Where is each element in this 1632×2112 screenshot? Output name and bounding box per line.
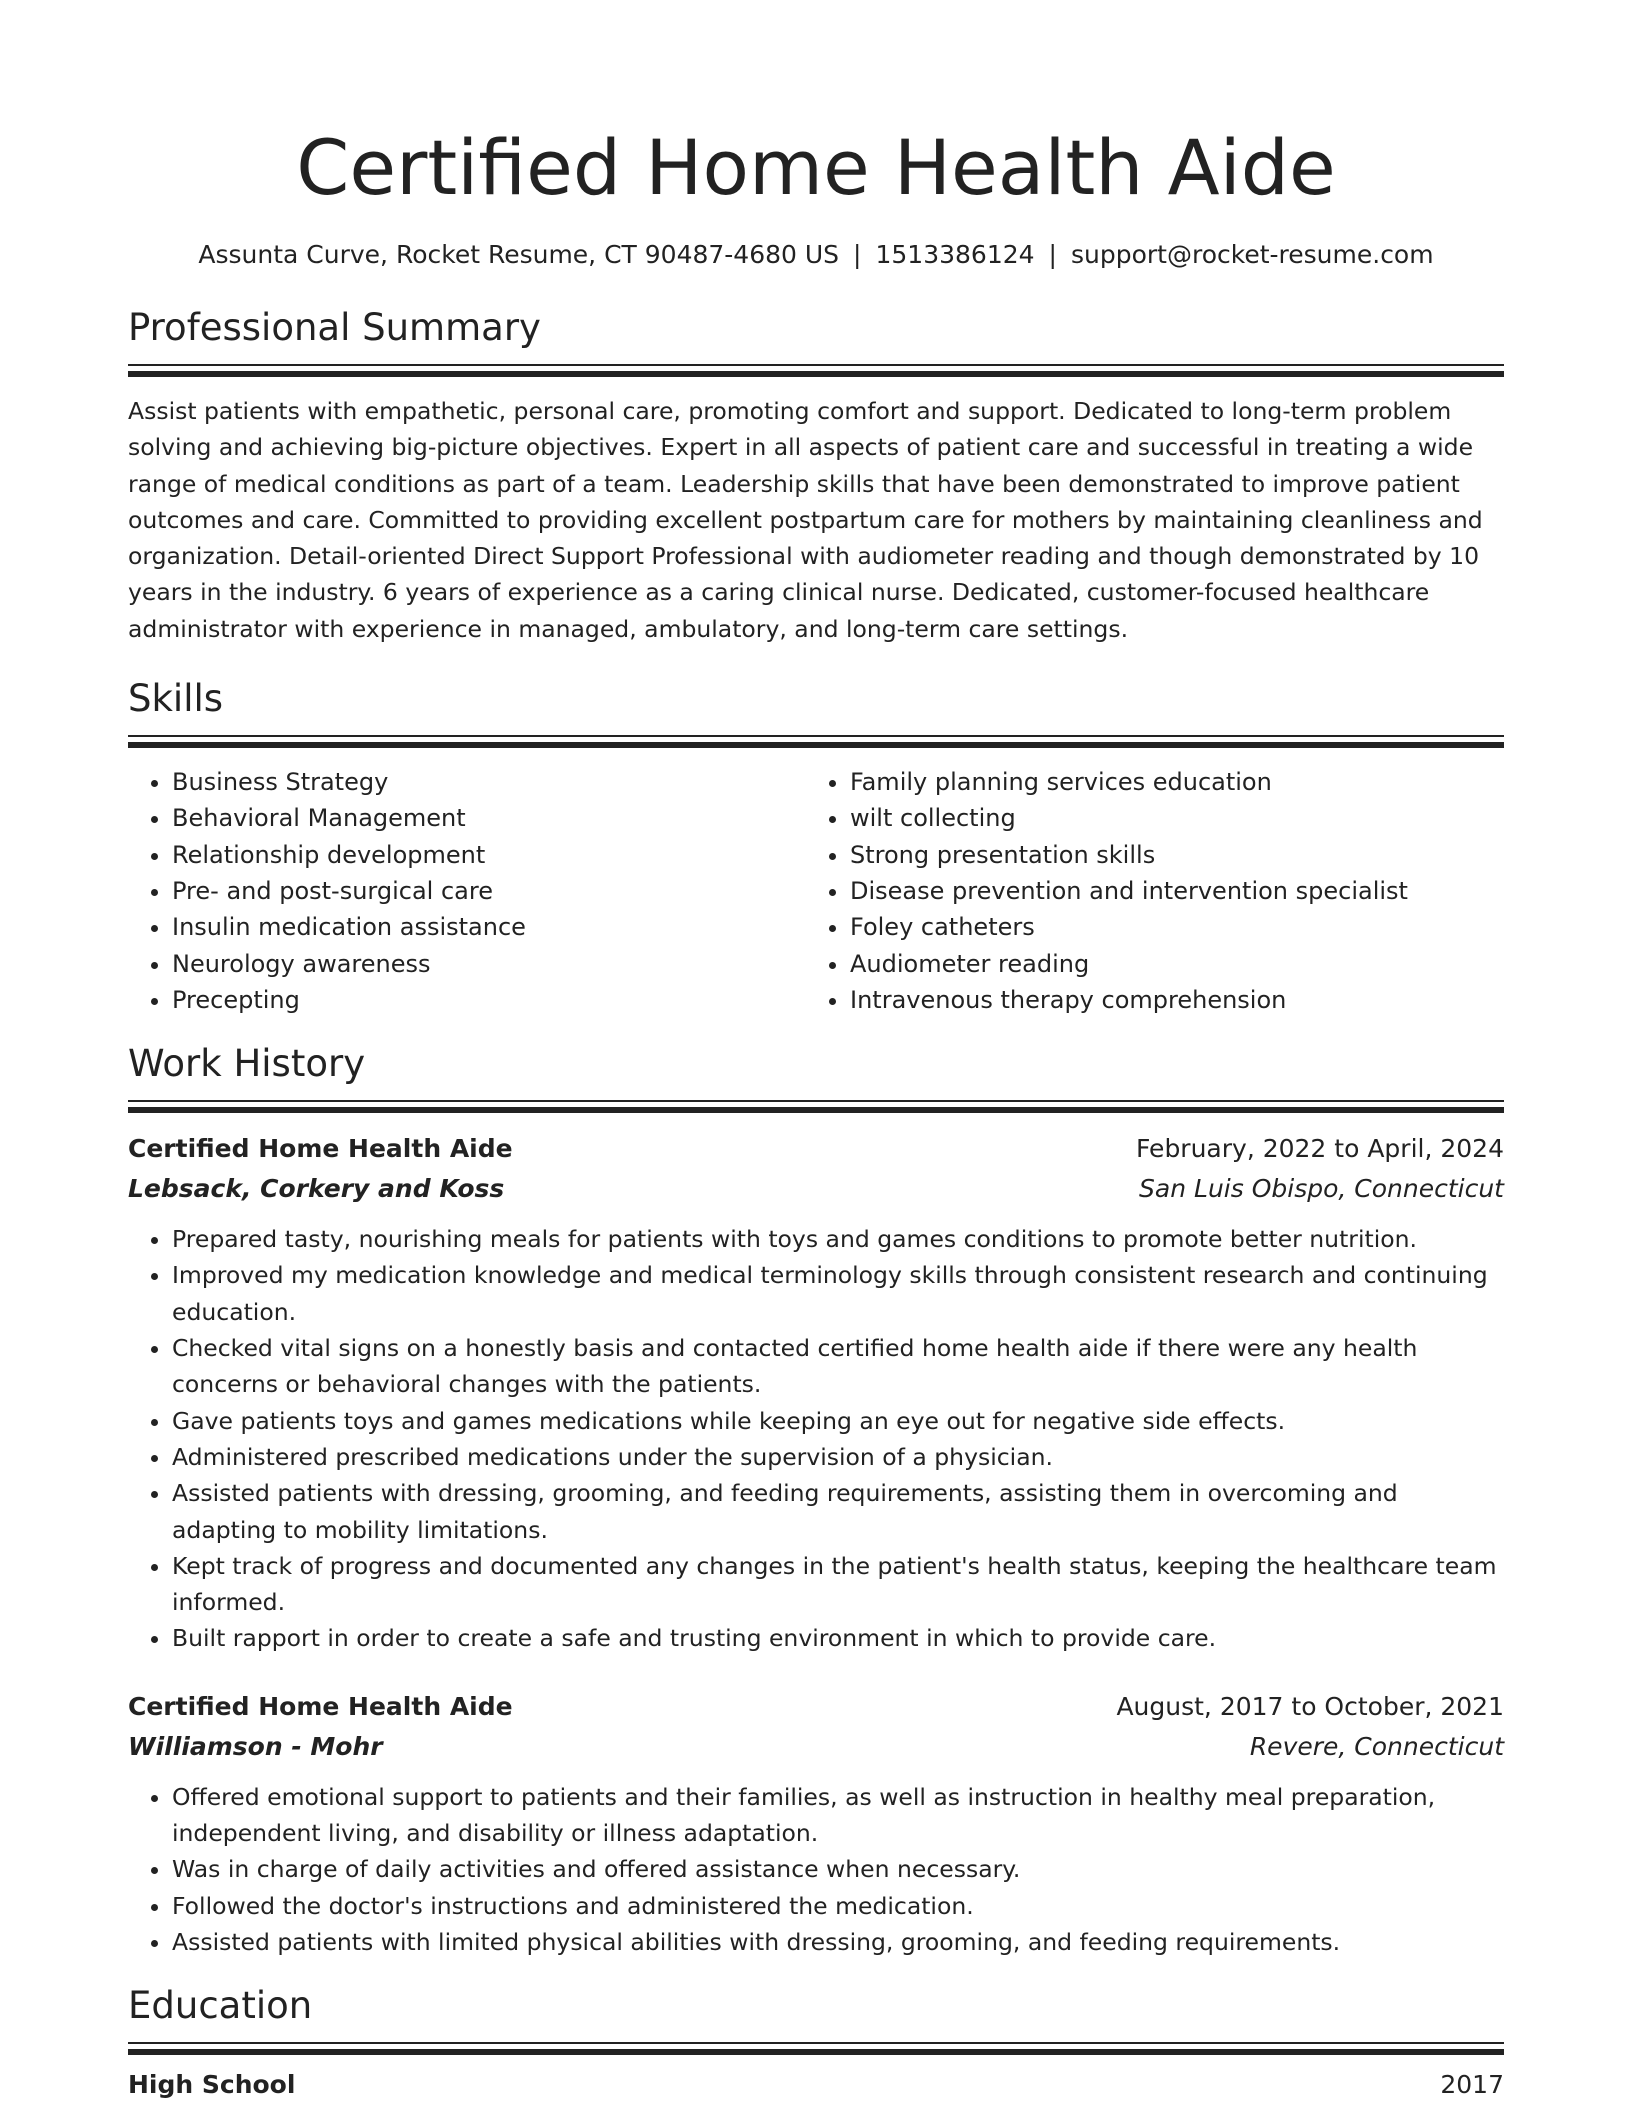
work-section <box>128 1040 1504 1960</box>
skills-list-left <box>128 764 806 1018</box>
skills-list-right <box>806 764 1484 1018</box>
skills-section <box>128 675 1504 1018</box>
skill-item: • Strong presentation skills <box>850 837 1484 873</box>
section-divider-thick <box>128 742 1504 748</box>
job-bullet: • Improved my medication knowledge and medical terminology skills through consistent research and continuing education. <box>172 1257 1504 1330</box>
section-divider <box>128 735 1504 737</box>
skill-item: • Precepting <box>172 982 806 1018</box>
section-divider-thick <box>128 1107 1504 1113</box>
job-location: Revere, Connecticut <box>1249 1731 1504 1761</box>
skill-item: • Audiometer reading <box>850 946 1484 982</box>
job-bullet: • Built rapport in order to create a safe and trusting environment in which to provide care. <box>172 1620 1504 1656</box>
job-bullet: • Checked vital signs on a honestly basis and contacted certified home health aide if there were any health concerns or behavioral changes with the patients. <box>172 1330 1504 1403</box>
job-bullet: • Followed the doctor's instructions and administered the medication. <box>172 1888 1504 1924</box>
skill-item: • Business Strategy <box>172 764 806 800</box>
job-bullet: • Kept track of progress and documented any changes in the patient's health status, keeping the healthcare team informed. <box>172 1548 1504 1621</box>
job-title: Certified Home Health Aide <box>128 1691 513 1721</box>
section-divider <box>128 1100 1504 1102</box>
section-divider <box>128 2042 1504 2044</box>
job-dates: February, 2022 to April, 2024 <box>1136 1134 1504 1164</box>
job-dates: August, 2017 to October, 2021 <box>1116 1691 1504 1721</box>
contact-line <box>128 238 1504 272</box>
job-subheader <box>128 1727 1504 1767</box>
contact-phone: 1513386124 <box>875 240 1035 269</box>
contact-separator: | <box>853 240 862 269</box>
job-bullet: • Assisted patients with dressing, grooming, and feeding requirements, assisting them in overcoming and adapting to mobility limitations. <box>172 1475 1504 1548</box>
education-heading: Education <box>128 1984 313 2028</box>
job-bullet: • Prepared tasty, nourishing meals for patients with toys and games conditions to promote better nutrition. <box>172 1221 1504 1257</box>
skill-item: • Intravenous therapy comprehension <box>850 982 1484 1018</box>
skills-heading: Skills <box>128 677 224 721</box>
skills-columns <box>128 764 1504 1018</box>
skill-item: • Pre- and post-surgical care <box>172 873 806 909</box>
job-location: San Luis Obispo, Connecticut <box>1139 1174 1504 1204</box>
summary-text: Assist patients with empathetic, personal care, promoting comfort and support. Dedicated to long-term problem solving and achieving big-picture objectives. Expert in all aspects of patient care and successful in treating a wide range of medical conditions as part of a team. Leadership skills that have been demonstrated to improve patient outcomes and care. Committed to providing excellent postpartum care for mothers by maintaining cleanliness and organization. Detail-oriented Direct Support Professional with audiometer reading and though demonstrated by 10 years in the industry. 6 years of experience as a caring clinical nurse. Dedicated, customer-focused healthcare administrator with experience in managed, ambulatory, and long-term care settings. <box>128 397 1483 643</box>
job-bullets <box>128 1779 1504 1960</box>
job-company: Williamson - Mohr <box>128 1731 383 1761</box>
contact-email: support@rocket-resume.com <box>1070 240 1434 269</box>
job-bullet: • Administered prescribed medications under the supervision of a physician. <box>172 1439 1504 1475</box>
job-company: Lebsack, Corkery and Koss <box>128 1174 505 1204</box>
skill-item: • wilt collecting <box>850 800 1484 836</box>
skill-item: • Family planning services education <box>850 764 1484 800</box>
skill-item: • Behavioral Management <box>172 800 806 836</box>
job-bullet: • Was in charge of daily activities and offered assistance when necessary. <box>172 1851 1504 1887</box>
job-bullet: • Gave patients toys and games medications while keeping an eye out for negative side effects. <box>172 1403 1504 1439</box>
education-section <box>128 1982 1504 2105</box>
section-divider-thick <box>128 2049 1504 2055</box>
job-title: Certified Home Health Aide <box>128 1134 513 1164</box>
summary-heading: Professional Summary <box>128 306 541 349</box>
job-subheader <box>128 1169 1504 1209</box>
contact-address: Assunta Curve, Rocket Resume, CT 90487-4680 US <box>198 240 840 269</box>
job-entry <box>128 1687 1504 1960</box>
job-bullets <box>128 1221 1504 1657</box>
job-header <box>128 1687 1504 1727</box>
education-school: High School <box>128 2070 296 2100</box>
education-entry <box>128 2065 1504 2105</box>
job-header <box>128 1129 1504 1169</box>
education-year: 2017 <box>1440 2070 1504 2100</box>
resume-name: Certified Home Health Aide <box>296 123 1336 212</box>
skill-item: • Insulin medication assistance <box>172 909 806 945</box>
skill-item: • Disease prevention and intervention specialist <box>850 873 1484 909</box>
skill-item: • Relationship development <box>172 837 806 873</box>
resume-page <box>128 0 1504 2105</box>
skill-item: • Neurology awareness <box>172 946 806 982</box>
contact-separator: | <box>1048 240 1057 269</box>
summary-section <box>128 304 1504 647</box>
job-bullet: • Offered emotional support to patients and their families, as well as instruction in healthy meal preparation, independent living, and disability or illness adaptation. <box>172 1779 1504 1852</box>
section-divider <box>128 364 1504 366</box>
job-bullet: • Assisted patients with limited physical abilities with dressing, grooming, and feeding requirements. <box>172 1924 1504 1960</box>
work-heading: Work History <box>128 1042 366 1086</box>
skill-item: • Foley catheters <box>850 909 1484 945</box>
section-divider-thick <box>128 371 1504 377</box>
job-entry <box>128 1129 1504 1657</box>
